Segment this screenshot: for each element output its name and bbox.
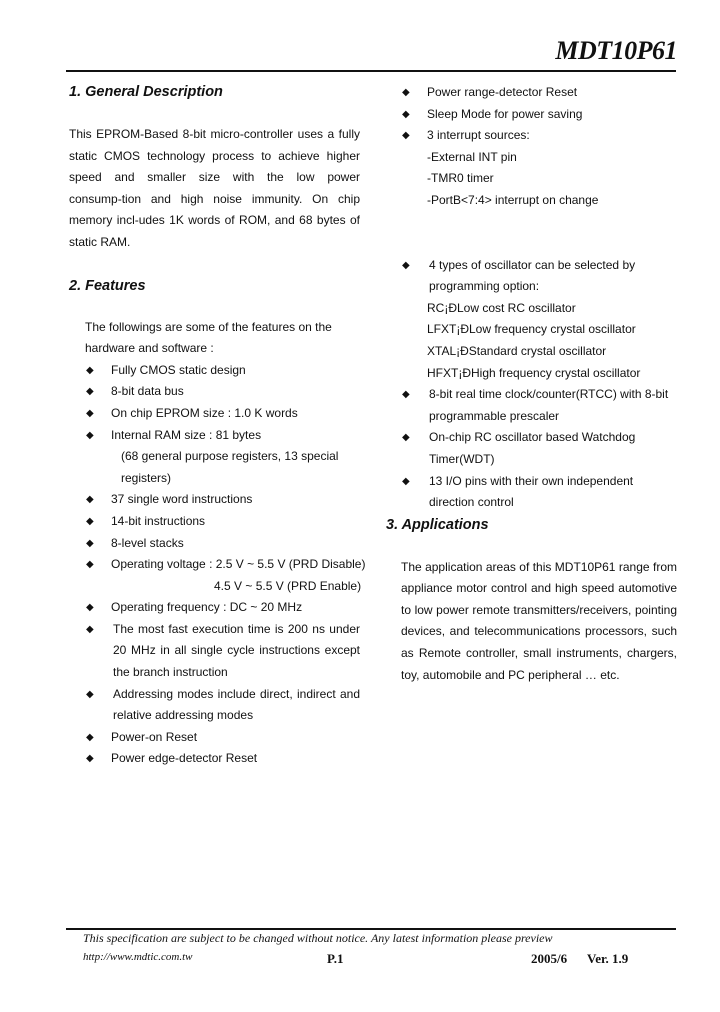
diamond-bullet-icon: ◆ xyxy=(86,731,94,743)
list-item: ◆ Power range-detector Reset xyxy=(401,82,677,104)
diamond-bullet-icon: ◆ xyxy=(402,87,410,98)
text-line: -PortB<7:4> interrupt on change xyxy=(427,192,599,207)
document-title: MDT10P61 xyxy=(555,36,677,65)
text-line: static CMOS technology process to achieve higher xyxy=(69,148,360,163)
text-line: The application areas of this MDT10P61 range from xyxy=(401,559,677,574)
list-item: ◆ 14-bit instructions xyxy=(85,511,360,533)
text-line: 4.5 V ~ 5.5 V (PRD Enable) xyxy=(214,578,362,593)
applications-paragraph xyxy=(401,557,677,687)
text-line: This EPROM-Based 8-bit micro-controller uses a fully xyxy=(69,127,360,141)
list-item: ◆ Power edge-detector Reset xyxy=(85,748,360,770)
left-column xyxy=(69,82,366,770)
diamond-bullet-icon: ◆ xyxy=(86,602,94,614)
list-item: ◆ Fully CMOS static design xyxy=(85,360,360,382)
diamond-bullet-icon: ◆ xyxy=(402,108,410,120)
text-line: speed and smaller size with the low power xyxy=(69,170,360,185)
list-item: ◆ 3 interrupt sources: xyxy=(401,125,677,147)
footer-date: 2005/6 xyxy=(531,951,568,966)
text-line: toy, automobile and PC peripheral … etc. xyxy=(401,667,620,682)
diamond-bullet-icon: ◆ xyxy=(86,407,94,419)
general-description-paragraph xyxy=(69,124,360,254)
features-heading: 2. Features xyxy=(69,277,146,294)
general-description-heading: 1. General Description xyxy=(69,84,223,100)
text-line: appliance motor control and high speed automotive xyxy=(401,581,677,596)
diamond-bullet-icon: ◆ xyxy=(402,259,410,271)
diamond-bullet-icon: ◆ xyxy=(86,559,94,571)
list-item: ◆ The most fast execution time is 200 ns under 20 MHz in all single cycle instructions except the branch instruction xyxy=(85,619,360,684)
footer-url: http://www.mdtic.com.tw xyxy=(83,951,193,963)
text-line: (68 general purpose registers, 13 special xyxy=(121,449,339,464)
text-line: memory incl-udes 1K words of ROM, and 68 bytes of xyxy=(69,213,360,228)
list-item: ◆ On-chip RC oscillator based Watchdog Timer(WDT) xyxy=(401,427,677,470)
list-item: ◆ 8-level stacks xyxy=(85,533,360,555)
text-line: HFXT¡ĐHigh frequency crystal oscillator xyxy=(427,365,641,380)
text-line: as Remote controller, small instruments, chargers, xyxy=(401,646,677,661)
text-line: consump-tion and high noise immunity. On chip xyxy=(69,191,360,206)
features-list xyxy=(69,317,366,770)
diamond-bullet-icon: ◆ xyxy=(86,688,94,700)
list-item: ◆ 13 I/O pins with their own independent direction control xyxy=(401,471,677,514)
diamond-bullet-icon: ◆ xyxy=(402,130,410,142)
footer-rule xyxy=(66,928,676,930)
list-item: ◆ 8-bit real time clock/counter(RTCC) with 8-bit programmable prescaler xyxy=(401,384,677,427)
right-column xyxy=(386,82,677,686)
list-item: ◆ Addressing modes include direct, indirect and relative addressing modes xyxy=(85,684,360,727)
text-line: to low power remote transmitters/receivers, pointing xyxy=(401,602,677,617)
list-item: ◆ 8-bit data bus xyxy=(85,381,360,403)
page-number: P.1 xyxy=(327,951,344,966)
list-item: ◆ 37 single word instructions xyxy=(85,489,360,511)
diamond-bullet-icon: ◆ xyxy=(86,537,94,549)
text-line: LFXT¡ĐLow frequency crystal oscillator xyxy=(427,322,636,337)
diamond-bullet-icon: ◆ xyxy=(402,475,410,487)
diamond-bullet-icon: ◆ xyxy=(86,515,94,527)
list-item: ◆ On chip EPROM size : 1.0 K words xyxy=(85,403,360,425)
diamond-bullet-icon: ◆ xyxy=(86,429,94,441)
diamond-bullet-icon: ◆ xyxy=(86,364,94,376)
features-intro-line: The followings are some of the features on the xyxy=(85,319,332,334)
list-item: ◆ Operating voltage : 2.5 V ~ 5.5 V (PRD Disable) xyxy=(85,554,360,576)
text-line: static RAM. xyxy=(69,234,131,249)
list-item: ◆ Internal RAM size : 81 bytes xyxy=(85,425,360,447)
text-line: devices, and telecommunications processors, such xyxy=(401,624,677,639)
features-intro-line: hardware and software : xyxy=(85,341,214,356)
text-line: RC¡ĐLow cost RC oscillator xyxy=(427,300,576,315)
applications-heading: 3. Applications xyxy=(386,516,489,533)
text-line: -TMR0 timer xyxy=(427,171,494,186)
footer-version: Ver. 1.9 xyxy=(587,951,629,966)
diamond-bullet-icon: ◆ xyxy=(402,432,410,444)
header-rule xyxy=(66,70,676,72)
diamond-bullet-icon: ◆ xyxy=(86,753,94,765)
diamond-bullet-icon: ◆ xyxy=(402,389,410,401)
diamond-bullet-icon: ◆ xyxy=(86,623,94,635)
diamond-bullet-icon: ◆ xyxy=(86,494,94,506)
text-line: registers) xyxy=(121,470,172,485)
footer-notice: This specification are subject to be changed without notice. Any latest information please preview xyxy=(83,931,553,945)
list-item: ◆ Sleep Mode for power saving xyxy=(401,104,677,126)
list-item: ◆ 4 types of oscillator can be selected by programming option: xyxy=(401,255,677,298)
text-line: XTAL¡ĐStandard crystal oscillator xyxy=(427,343,607,358)
list-item: ◆ Operating frequency : DC ~ 20 MHz xyxy=(85,597,360,619)
text-line: -External INT pin xyxy=(427,149,517,164)
list-item: ◆ Power-on Reset xyxy=(85,727,360,749)
diamond-bullet-icon: ◆ xyxy=(86,386,94,398)
